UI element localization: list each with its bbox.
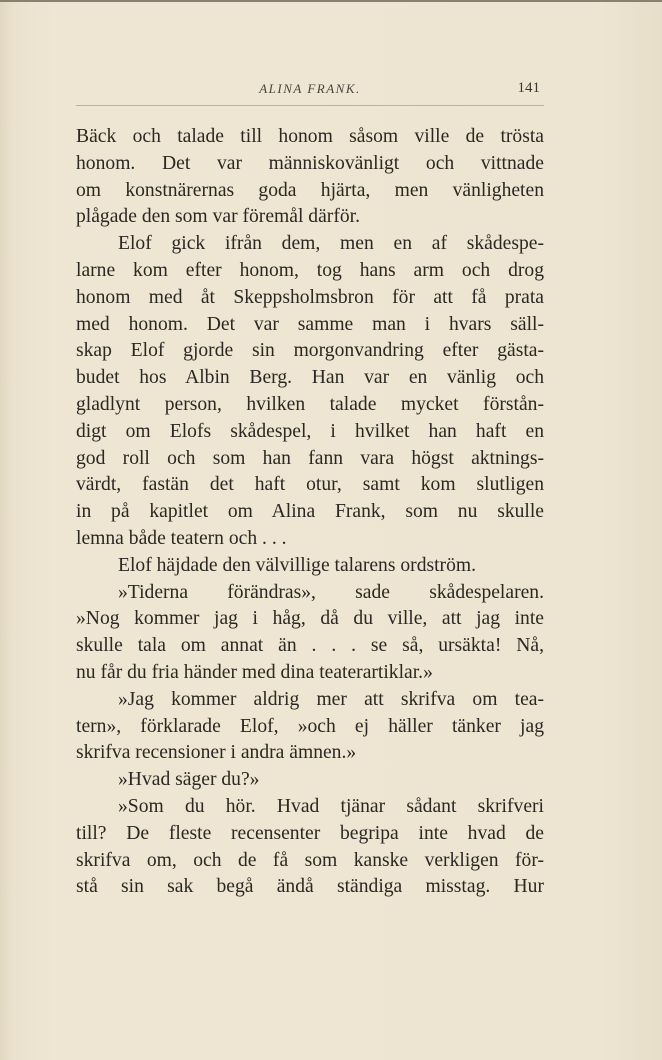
text-line: budet hos Albin Berg. Han var en vänlig och [76,367,544,389]
text-line: med honom. Det var samme man i hvars säll- [76,313,544,335]
top-edge-rule [0,0,662,2]
text-line: stå sin sak begå ändå ständiga misstag. Hur [76,876,544,898]
text-line: in på kapitlet om Alina Frank, som nu skulle [76,501,544,523]
running-title: ALINA FRANK. [259,81,361,96]
text-line: skulle tala om annat än . . . se så, ursäkta! Nå, [76,635,544,657]
text-line: skrifva recensioner i andra ämnen.» [76,742,357,764]
text-line: till? De fleste recensenter begripa inte hvad de [76,822,544,844]
text-line: god roll och som han fann vara högst aktnings- [76,447,544,469]
text-line: larne kom efter honom, tog hans arm och drog [76,259,544,281]
text-line: Elof häjdade den välvillige talarens ordström. [118,554,477,576]
text-line: Bäck och talade till honom såsom ville de trösta [76,126,544,147]
text-line: »Tiderna förändras», sade skådespelaren. [118,581,544,603]
page-number: 141 [517,80,540,96]
text-line: digt om Elofs skådespel, i hvilket han haft en [76,420,544,442]
text-line: nu får du fria händer med dina teaterartiklar.» [76,661,433,683]
text-line: »Nog kommer jag i håg, då du ville, att jag inte [76,608,544,630]
running-header [76,81,544,106]
body-text [76,124,544,901]
text-line: om konstnärernas goda hjärta, men vänligheten [76,179,544,201]
text-line: lemna både teatern och . . . [76,527,287,549]
text-line: honom. Det var människovänligt och vittnade [76,152,544,174]
text-line: plågade den som var föremål därför. [76,206,360,228]
text-line: skap Elof gjorde sin morgonvandring efter gästa- [76,340,544,362]
text-line: värdt, fastän det haft otur, samt kom slutligen [76,474,544,496]
text-line: honom med åt Skeppsholmsbron för att få prata [76,286,544,308]
text-line: »Hvad säger du?» [118,769,260,791]
text-line: »Som du hör. Hvad tjänar sådant skrifveri [118,795,544,817]
text-line: gladlynt person, hvilken talade mycket förstån- [76,393,544,415]
text-line: »Jag kommer aldrig mer att skrifva om tea- [118,688,544,710]
text-line: skrifva om, och de få som kanske verkligen för- [76,849,544,871]
text-line: tern», förklarade Elof, »och ej häller tänker jag [76,715,544,737]
text-line: Elof gick ifrån dem, men en af skådespe- [118,233,544,255]
